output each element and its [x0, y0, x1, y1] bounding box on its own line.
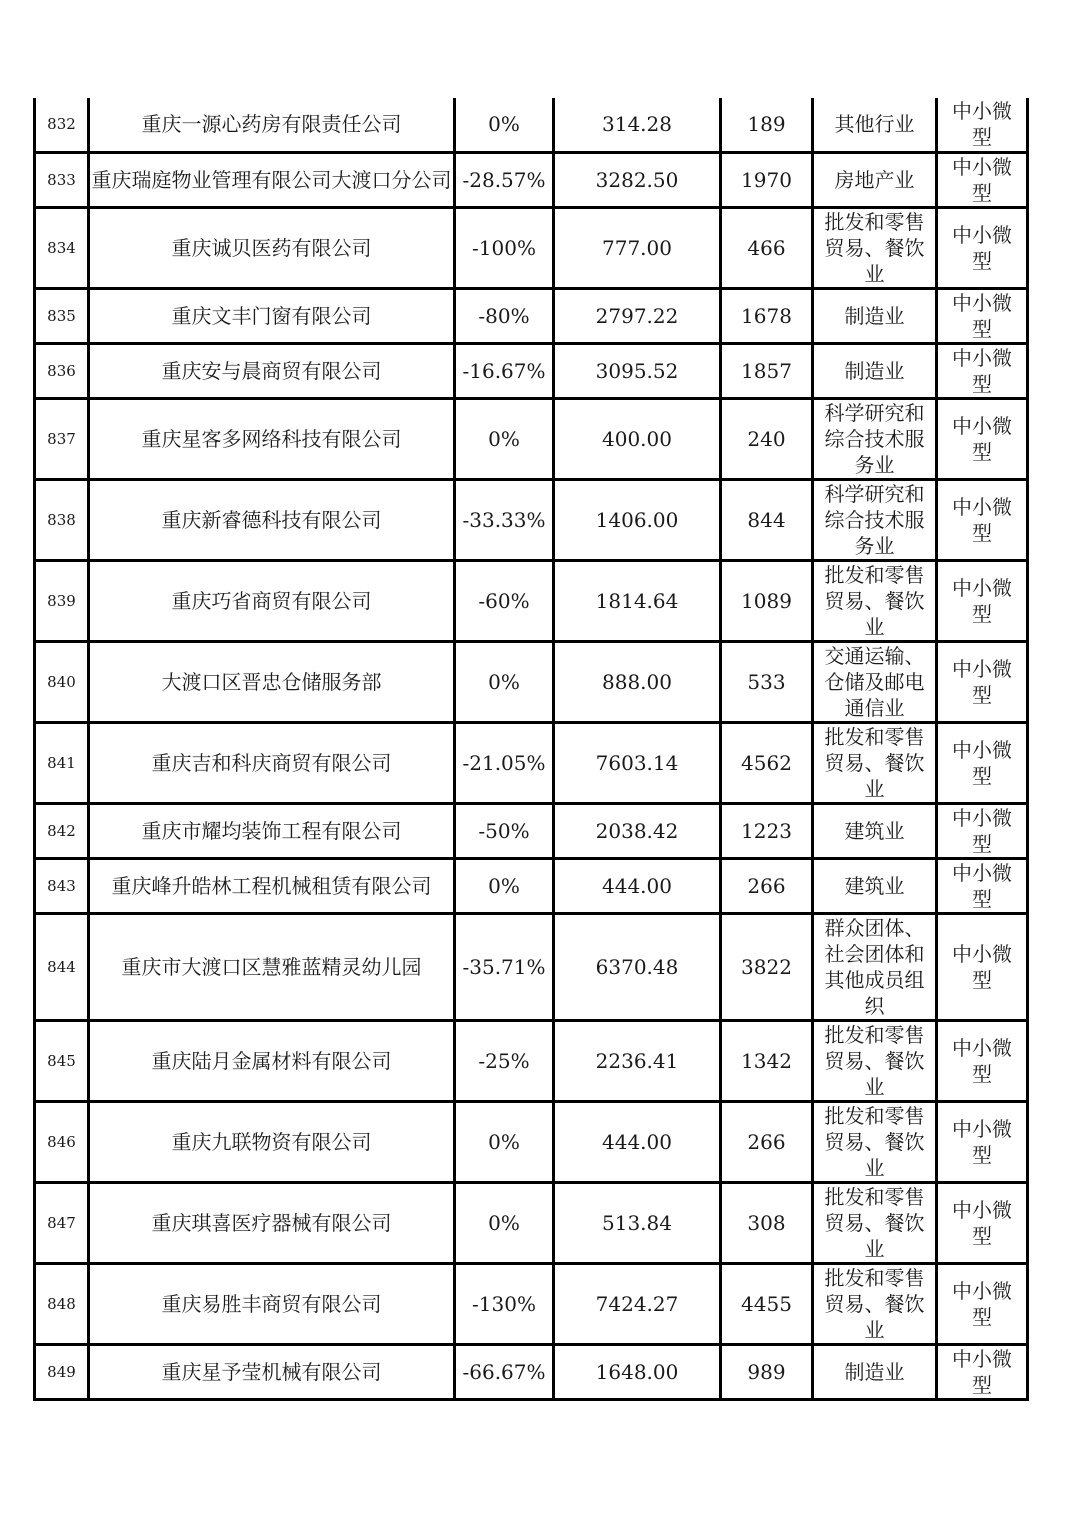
amount-value-cell: [554, 1263, 721, 1344]
amount-value: 444.00: [602, 1129, 672, 1154]
row-number: 837: [47, 429, 76, 448]
table-row: [35, 913, 1028, 1020]
industry-cell: 批发和零售贸易、餐饮业: [824, 562, 925, 639]
enterprise-type: 中小微型: [952, 1116, 1012, 1167]
row-number-cell: [35, 803, 89, 858]
change-rate-cell: [455, 1263, 554, 1344]
change-rate: 0%: [488, 112, 520, 137]
row-number: 835: [47, 306, 76, 325]
amount-value: 888.00: [602, 669, 672, 694]
change-rate: 0%: [488, 873, 520, 898]
company-name-cell: [89, 722, 455, 803]
table-row: [35, 858, 1028, 913]
count-value: 844: [747, 507, 786, 532]
row-number-cell: [35, 398, 89, 479]
amount-value: 777.00: [602, 235, 672, 260]
company-name: 重庆易胜丰商贸有限公司: [161, 1291, 382, 1316]
industry-cell: 批发和零售贸易、餐饮业: [824, 1022, 925, 1099]
row-number: 848: [47, 1294, 76, 1313]
row-number-cell: [35, 288, 89, 343]
enterprise-type: 中小微型: [952, 860, 1012, 911]
enterprise-type-cell: [937, 1182, 1028, 1263]
company-name: 重庆峰升皓林工程机械租赁有限公司: [111, 873, 432, 898]
company-name-cell: [89, 641, 455, 722]
industry-cell-cell: [813, 1263, 937, 1344]
row-number: 838: [47, 510, 76, 529]
enterprise-type-cell: [937, 1344, 1028, 1399]
table-row: [35, 1101, 1028, 1182]
table-row: [35, 288, 1028, 343]
row-number-cell: [35, 858, 89, 913]
company-name-cell: [89, 1344, 455, 1399]
row-number: 834: [47, 238, 76, 257]
table-row: [35, 398, 1028, 479]
row-number-cell: [35, 207, 89, 288]
amount-value-cell: [554, 479, 721, 560]
table-row: [35, 98, 1028, 152]
enterprise-type-cell: [937, 722, 1028, 803]
change-rate: -33.33%: [462, 507, 546, 532]
row-number-cell: [35, 722, 89, 803]
row-number: 847: [47, 1213, 76, 1232]
count-value-cell: [721, 288, 813, 343]
count-value: 240: [747, 426, 786, 451]
count-value: 189: [747, 112, 786, 137]
industry-cell: 批发和零售贸易、餐饮业: [824, 1103, 925, 1180]
industry-cell-cell: [813, 288, 937, 343]
industry-cell: 批发和零售贸易、餐饮业: [824, 724, 925, 801]
row-number-cell: [35, 152, 89, 207]
amount-value: 3282.50: [595, 167, 679, 192]
amount-value: 314.28: [602, 112, 672, 137]
company-name-cell: [89, 1020, 455, 1101]
row-number: 845: [47, 1051, 76, 1070]
company-name: 重庆九联物资有限公司: [171, 1129, 372, 1154]
count-value: 1678: [741, 303, 792, 328]
change-rate-cell: [455, 398, 554, 479]
amount-value-cell: [554, 858, 721, 913]
count-value: 989: [747, 1359, 786, 1384]
company-name: 重庆瑞庭物业管理有限公司大渡口分公司: [91, 167, 452, 192]
row-number: 843: [47, 876, 76, 895]
count-value: 533: [747, 669, 786, 694]
table-row: [35, 803, 1028, 858]
amount-value-cell: [554, 398, 721, 479]
enterprise-type: 中小微型: [952, 805, 1012, 856]
count-value-cell: [721, 1344, 813, 1399]
count-value: 4455: [741, 1291, 792, 1316]
amount-value: 1814.64: [595, 588, 679, 613]
amount-value: 3095.52: [595, 358, 679, 383]
amount-value-cell: [554, 343, 721, 398]
change-rate: -21.05%: [462, 750, 546, 775]
enterprise-type: 中小微型: [952, 1197, 1012, 1248]
count-value-cell: [721, 858, 813, 913]
enterprise-type: 中小微型: [952, 737, 1012, 788]
industry-cell-cell: [813, 1344, 937, 1399]
industry-cell: 批发和零售贸易、餐饮业: [824, 1265, 925, 1342]
enterprise-type-cell: [937, 1020, 1028, 1101]
company-name-cell: [89, 560, 455, 641]
industry-cell: 房地产业: [834, 167, 915, 192]
enterprise-type: 中小微型: [952, 941, 1012, 992]
change-rate-cell: [455, 641, 554, 722]
industry-cell-cell: [813, 1020, 937, 1101]
industry-cell: 科学研究和综合技术服务业: [824, 481, 925, 558]
industry-cell: 批发和零售贸易、餐饮业: [824, 209, 925, 286]
row-number: 842: [47, 821, 76, 840]
enterprise-type-cell: [937, 913, 1028, 1020]
industry-cell: 批发和零售贸易、餐饮业: [824, 1184, 925, 1261]
change-rate-cell: [455, 1101, 554, 1182]
company-name: 重庆星予莹机械有限公司: [161, 1359, 382, 1384]
company-name-cell: [89, 1263, 455, 1344]
industry-cell: 制造业: [844, 1359, 905, 1384]
change-rate-cell: [455, 858, 554, 913]
enterprise-type: 中小微型: [952, 1035, 1012, 1086]
amount-value-cell: [554, 803, 721, 858]
enterprise-type: 中小微型: [952, 413, 1012, 464]
change-rate-cell: [455, 560, 554, 641]
amount-value-cell: [554, 288, 721, 343]
industry-cell-cell: [813, 343, 937, 398]
amount-value-cell: [554, 207, 721, 288]
table-row: [35, 560, 1028, 641]
change-rate: -100%: [472, 235, 536, 260]
company-name: 重庆安与晨商贸有限公司: [161, 358, 382, 383]
enterprise-type-cell: [937, 803, 1028, 858]
change-rate: -50%: [478, 818, 530, 843]
change-rate-cell: [455, 98, 554, 152]
row-number-cell: [35, 1101, 89, 1182]
industry-cell: 群众团体、社会团体和其他成员组织: [824, 915, 925, 1018]
enterprise-type-cell: [937, 1263, 1028, 1344]
enterprise-type-cell: [937, 398, 1028, 479]
count-value-cell: [721, 479, 813, 560]
industry-cell: 制造业: [844, 303, 905, 328]
enterprise-type-cell: [937, 207, 1028, 288]
company-name: 重庆诚贝医药有限公司: [171, 235, 372, 260]
amount-value-cell: [554, 1101, 721, 1182]
change-rate-cell: [455, 1182, 554, 1263]
industry-cell-cell: [813, 1101, 937, 1182]
row-number: 839: [47, 591, 76, 610]
count-value-cell: [721, 1020, 813, 1101]
count-value-cell: [721, 1101, 813, 1182]
industry-cell-cell: [813, 560, 937, 641]
row-number-cell: [35, 1344, 89, 1399]
enterprise-type: 中小微型: [952, 345, 1012, 396]
count-value-cell: [721, 207, 813, 288]
row-number-cell: [35, 913, 89, 1020]
enterprise-table: [33, 98, 1029, 1401]
amount-value-cell: [554, 913, 721, 1020]
table-row: [35, 152, 1028, 207]
table-row: [35, 1020, 1028, 1101]
enterprise-type-cell: [937, 152, 1028, 207]
row-number: 849: [47, 1362, 76, 1381]
row-number-cell: [35, 1263, 89, 1344]
change-rate-cell: [455, 479, 554, 560]
company-name-cell: [89, 288, 455, 343]
industry-cell-cell: [813, 803, 937, 858]
enterprise-type: 中小微型: [952, 1278, 1012, 1329]
count-value-cell: [721, 152, 813, 207]
company-name: 重庆巧省商贸有限公司: [171, 588, 372, 613]
change-rate-cell: [455, 1020, 554, 1101]
industry-cell-cell: [813, 722, 937, 803]
company-name: 重庆市大渡口区慧雅蓝精灵幼儿园: [121, 954, 422, 979]
industry-cell-cell: [813, 858, 937, 913]
change-rate: -66.67%: [462, 1359, 546, 1384]
enterprise-type: 中小微型: [952, 99, 1012, 150]
company-name-cell: [89, 152, 455, 207]
row-number: 833: [47, 170, 76, 189]
change-rate: 0%: [488, 1210, 520, 1235]
company-name-cell: [89, 98, 455, 152]
enterprise-type: 中小微型: [952, 1346, 1012, 1397]
company-name: 重庆新睿德科技有限公司: [161, 507, 382, 532]
industry-cell: 制造业: [844, 358, 905, 383]
count-value: 1342: [741, 1048, 792, 1073]
table-row: [35, 1344, 1028, 1399]
enterprise-type-cell: [937, 98, 1028, 152]
row-number-cell: [35, 1020, 89, 1101]
count-value-cell: [721, 1182, 813, 1263]
count-value: 466: [747, 235, 786, 260]
enterprise-type: 中小微型: [952, 154, 1012, 205]
amount-value: 513.84: [602, 1210, 672, 1235]
change-rate: -80%: [478, 303, 530, 328]
row-number: 832: [47, 115, 76, 134]
change-rate-cell: [455, 913, 554, 1020]
company-name-cell: [89, 1101, 455, 1182]
enterprise-type-cell: [937, 479, 1028, 560]
row-number: 836: [47, 361, 76, 380]
count-value-cell: [721, 913, 813, 1020]
count-value-cell: [721, 98, 813, 152]
company-name-cell: [89, 803, 455, 858]
industry-cell: 其他行业: [834, 112, 915, 137]
amount-value: 2038.42: [595, 818, 679, 843]
change-rate-cell: [455, 207, 554, 288]
industry-cell: 建筑业: [844, 818, 905, 843]
table-row: [35, 479, 1028, 560]
count-value: 1089: [741, 588, 792, 613]
change-rate-cell: [455, 152, 554, 207]
amount-value-cell: [554, 1344, 721, 1399]
enterprise-type: 中小微型: [952, 222, 1012, 273]
amount-value: 444.00: [602, 873, 672, 898]
enterprise-type: 中小微型: [952, 494, 1012, 545]
count-value-cell: [721, 560, 813, 641]
enterprise-type: 中小微型: [952, 656, 1012, 707]
company-name: 重庆文丰门窗有限公司: [171, 303, 372, 328]
enterprise-type-cell: [937, 343, 1028, 398]
count-value: 266: [747, 873, 786, 898]
row-number-cell: [35, 479, 89, 560]
count-value: 266: [747, 1129, 786, 1154]
industry-cell: 科学研究和综合技术服务业: [824, 400, 925, 477]
amount-value: 7603.14: [595, 750, 679, 775]
enterprise-type: 中小微型: [952, 290, 1012, 341]
row-number-cell: [35, 641, 89, 722]
change-rate-cell: [455, 288, 554, 343]
table-row: [35, 207, 1028, 288]
industry-cell-cell: [813, 479, 937, 560]
change-rate: -35.71%: [462, 954, 546, 979]
amount-value: 400.00: [602, 426, 672, 451]
table-row: [35, 641, 1028, 722]
table-row: [35, 1182, 1028, 1263]
company-name-cell: [89, 913, 455, 1020]
industry-cell-cell: [813, 207, 937, 288]
amount-value-cell: [554, 1182, 721, 1263]
enterprise-type-cell: [937, 288, 1028, 343]
row-number: 841: [47, 753, 76, 772]
change-rate-cell: [455, 803, 554, 858]
industry-cell-cell: [813, 398, 937, 479]
amount-value: 6370.48: [595, 954, 679, 979]
company-name: 重庆陆月金属材料有限公司: [151, 1048, 392, 1073]
amount-value: 7424.27: [595, 1291, 679, 1316]
change-rate-cell: [455, 722, 554, 803]
count-value-cell: [721, 1263, 813, 1344]
count-value: 1970: [741, 167, 792, 192]
change-rate: 0%: [488, 669, 520, 694]
company-name: 重庆市耀均装饰工程有限公司: [141, 818, 402, 843]
count-value-cell: [721, 398, 813, 479]
row-number: 844: [47, 957, 76, 976]
enterprise-type-cell: [937, 858, 1028, 913]
row-number-cell: [35, 343, 89, 398]
industry-cell-cell: [813, 98, 937, 152]
table-row: [35, 722, 1028, 803]
change-rate: -28.57%: [462, 167, 546, 192]
change-rate: -60%: [478, 588, 530, 613]
company-name-cell: [89, 479, 455, 560]
industry-cell: 建筑业: [844, 873, 905, 898]
industry-cell-cell: [813, 1182, 937, 1263]
change-rate: -25%: [478, 1048, 530, 1073]
count-value: 3822: [741, 954, 792, 979]
row-number-cell: [35, 1182, 89, 1263]
company-name-cell: [89, 343, 455, 398]
count-value-cell: [721, 803, 813, 858]
company-name-cell: [89, 858, 455, 913]
change-rate: 0%: [488, 426, 520, 451]
change-rate-cell: [455, 343, 554, 398]
industry-cell-cell: [813, 641, 937, 722]
change-rate: 0%: [488, 1129, 520, 1154]
industry-cell-cell: [813, 913, 937, 1020]
row-number: 846: [47, 1132, 76, 1151]
company-name-cell: [89, 1182, 455, 1263]
row-number: 840: [47, 672, 76, 691]
change-rate-cell: [455, 1344, 554, 1399]
amount-value: 1648.00: [595, 1359, 679, 1384]
enterprise-type-cell: [937, 560, 1028, 641]
count-value: 1223: [741, 818, 792, 843]
amount-value-cell: [554, 722, 721, 803]
amount-value-cell: [554, 1020, 721, 1101]
table-row: [35, 1263, 1028, 1344]
count-value: 1857: [741, 358, 792, 383]
amount-value-cell: [554, 641, 721, 722]
industry-cell: 交通运输、仓储及邮电通信业: [824, 643, 925, 720]
company-name: 大渡口区晋忠仓储服务部: [161, 669, 382, 694]
company-name: 重庆吉和科庆商贸有限公司: [151, 750, 392, 775]
company-name-cell: [89, 398, 455, 479]
count-value: 4562: [741, 750, 792, 775]
company-name: 重庆星客多网络科技有限公司: [141, 426, 402, 451]
table-row: [35, 343, 1028, 398]
amount-value: 1406.00: [595, 507, 679, 532]
enterprise-type-cell: [937, 1101, 1028, 1182]
change-rate: -16.67%: [462, 358, 546, 383]
change-rate: -130%: [472, 1291, 536, 1316]
company-name: 重庆一源心药房有限责任公司: [141, 112, 402, 137]
company-name-cell: [89, 207, 455, 288]
count-value-cell: [721, 722, 813, 803]
enterprise-type: 中小微型: [952, 575, 1012, 626]
amount-value: 2236.41: [595, 1048, 679, 1073]
amount-value: 2797.22: [595, 303, 679, 328]
amount-value-cell: [554, 152, 721, 207]
enterprise-type-cell: [937, 641, 1028, 722]
amount-value-cell: [554, 560, 721, 641]
count-value-cell: [721, 641, 813, 722]
row-number-cell: [35, 560, 89, 641]
row-number-cell: [35, 98, 89, 152]
count-value-cell: [721, 343, 813, 398]
count-value: 308: [747, 1210, 786, 1235]
company-name: 重庆琪喜医疗器械有限公司: [151, 1210, 392, 1235]
industry-cell-cell: [813, 152, 937, 207]
amount-value-cell: [554, 98, 721, 152]
